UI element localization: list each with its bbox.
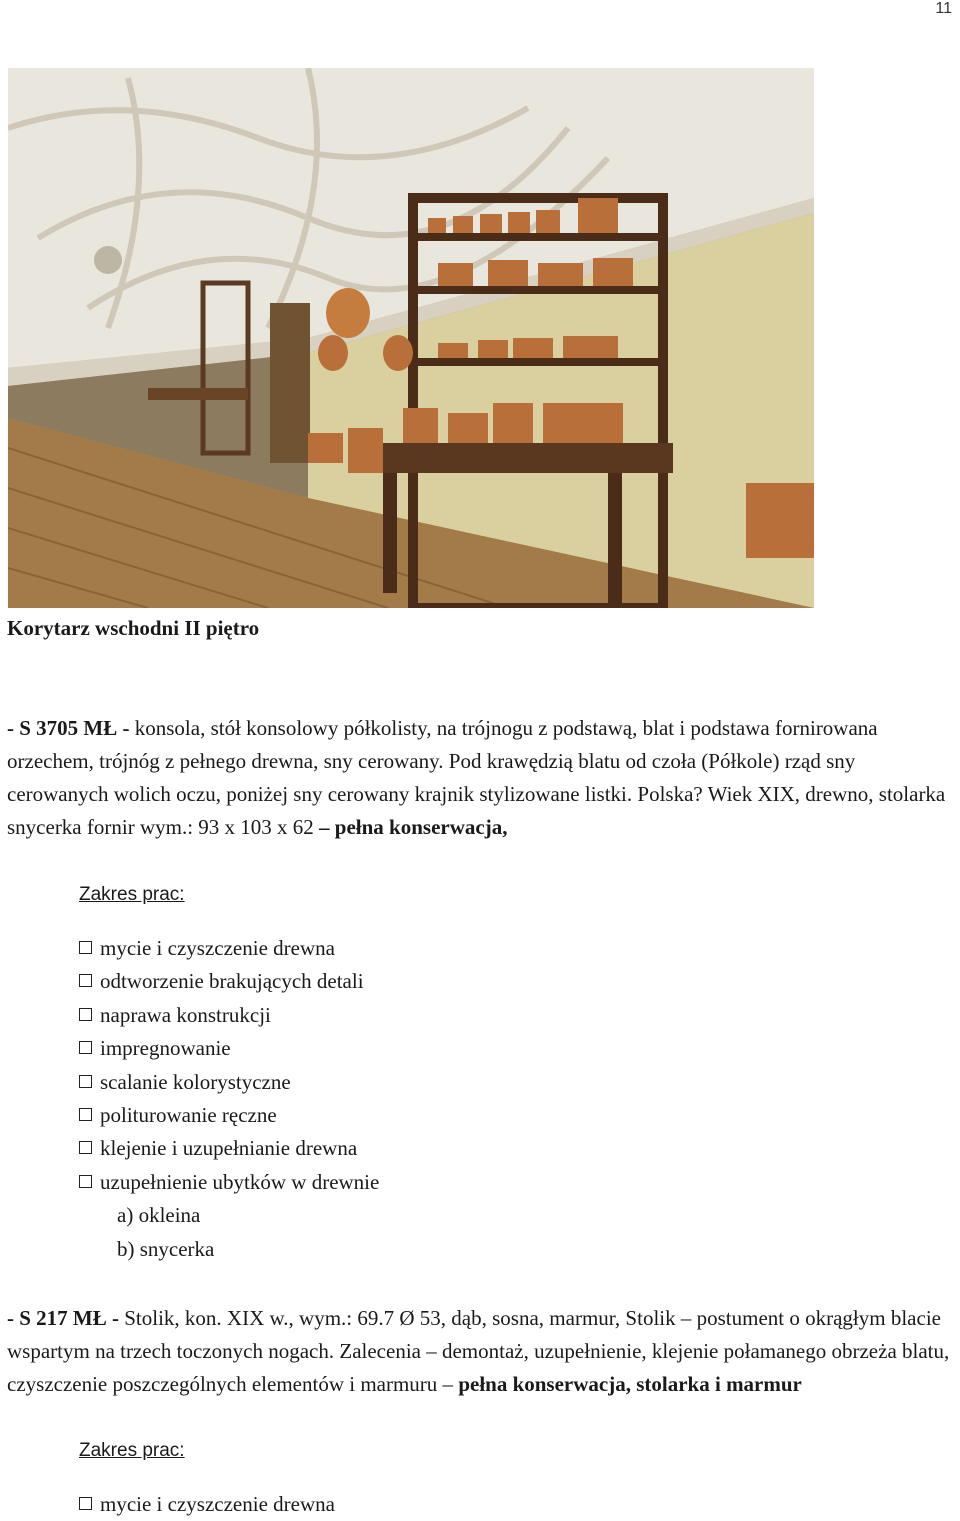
task-item: uzupełnienie ubytków w drewnie: [79, 1166, 379, 1199]
task-item: klejenie i uzupełnianie drewna: [79, 1132, 379, 1165]
checkbox-icon: [79, 941, 92, 954]
subtask-item: b) snycerka: [117, 1236, 215, 1261]
task-item: odtworzenie brakujących detali: [79, 965, 379, 998]
task-item: mycie i czyszczenie drewna: [79, 932, 379, 965]
checkbox-icon: [79, 974, 92, 987]
task-item: mycie i czyszczenie drewna: [79, 1488, 335, 1521]
item-conclusion: – pełna konserwacja,: [319, 815, 508, 839]
item-code: - S 217 MŁ -: [7, 1306, 119, 1330]
task-item: politurowanie ręczne: [79, 1099, 379, 1132]
item-description-s3705: [7, 712, 955, 844]
scope-label: Zakres prac:: [79, 884, 185, 905]
item-conclusion: pełna konserwacja, stolarka i marmur: [458, 1372, 802, 1396]
task-item: naprawa konstrukcji: [79, 999, 379, 1032]
task-list-s217: [79, 1488, 335, 1521]
section-title: Korytarz wschodni II piętro: [7, 616, 260, 640]
checkbox-icon: [79, 1041, 92, 1054]
task-list-s3705: [79, 932, 379, 1266]
checkbox-icon: [79, 1008, 92, 1021]
photo-corridor: [8, 68, 814, 608]
checkbox-icon: [79, 1175, 92, 1188]
item-text: Stolik, kon. XIX w., wym.: 69.7 Ø 53, dąb, sosna, marmur, Stolik – postument o okrągłym blacie wspartym na trzech toczonych nogach. Zalecenia – demontaż, uzupełnienie, klejenie połamanego obrzeża blatu, czyszczenie poszczególnych elementów i marmuru –: [7, 1306, 950, 1396]
item-text: konsola, stół konsolowy półkolisty, na trójnogu z podstawą, blat i podstawa fornirowana orzechem, trójnóg z pełnego drewna, sny cerowany. Pod krawędzią blatu od czoła (Półkole) rząd sny cerowanych wolich oczu, poniżej sny cerowany krajnik stylizowane listki. Polska? Wiek XIX, drewno, stolarka snycerka fornir wym.: 93 x 103 x 62: [7, 716, 946, 839]
photo-corridor-copper-pots-icon: [8, 68, 814, 608]
checkbox-icon: [79, 1108, 92, 1121]
checkbox-icon: [79, 1075, 92, 1088]
checkbox-icon: [79, 1497, 92, 1510]
checkbox-icon: [79, 1141, 92, 1154]
subtask-item: a) okleina: [117, 1203, 201, 1228]
item-description-s217: [7, 1302, 955, 1401]
task-item: scalanie kolorystyczne: [79, 1066, 379, 1099]
task-item: impregnowanie: [79, 1032, 379, 1065]
scope-label: Zakres prac:: [79, 1440, 185, 1461]
item-code: - S 3705 MŁ -: [7, 716, 130, 740]
page-number: 11: [935, 0, 952, 17]
